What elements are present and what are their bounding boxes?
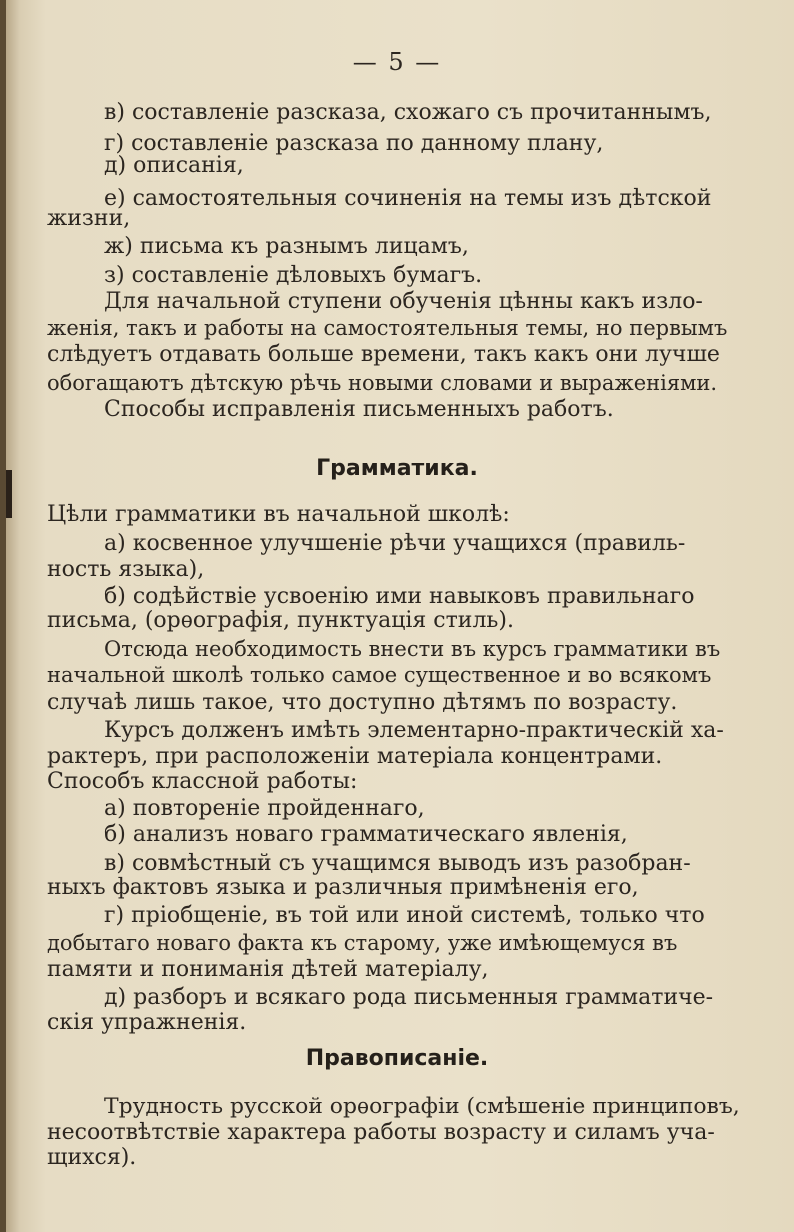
text-line: в) составленіе разсказа, схожаго съ прочитаннымъ, bbox=[104, 100, 712, 125]
text-line: г) составленіе разсказа по данному плану, bbox=[104, 131, 604, 156]
text-line: памяти и пониманія дѣтей матеріалу, bbox=[47, 957, 489, 982]
text-line: ныхъ фактовъ языка и различныя примѣненія его, bbox=[47, 875, 639, 900]
text-line: Способъ классной работы: bbox=[47, 769, 358, 794]
text-line: б) содѣйствіе усвоенію ими навыковъ правильнаго bbox=[104, 584, 695, 609]
text-line: обогащаютъ дѣтскую рѣчь новыми словами и выраженіями. bbox=[47, 371, 718, 395]
text-line: Отсюда необходимость внести въ курсъ грамматики въ bbox=[104, 637, 721, 661]
text-line: д) описанія, bbox=[104, 153, 244, 178]
text-line: женія, такъ и работы на самостоятельныя темы, но первымъ bbox=[47, 316, 728, 340]
text-line: Способы исправленія письменныхъ работъ. bbox=[104, 397, 614, 422]
section-heading-grammar: Грамматика. bbox=[316, 456, 478, 481]
text-line: скія упражненія. bbox=[47, 1010, 247, 1035]
page-number: — 5 — bbox=[352, 48, 442, 76]
text-line: б) анализъ новаго грамматическаго явленія, bbox=[104, 822, 628, 847]
text-line: начальной школѣ только самое существенное и во всякомъ bbox=[47, 663, 712, 687]
text-line: жизни, bbox=[47, 206, 131, 231]
text-line: г) пріобщеніе, въ той или иной системѣ, только что bbox=[104, 903, 705, 928]
text-line: рактеръ, при расположеніи матеріала концентрами. bbox=[47, 744, 663, 769]
text-line: добытаго новаго факта къ старому, уже имѣющемуся въ bbox=[47, 931, 678, 955]
text-line: слѣдуетъ отдавать больше времени, такъ какъ они лучше bbox=[47, 342, 720, 367]
text-line: д) разборъ и всякаго рода письменныя грамматиче- bbox=[104, 985, 714, 1010]
text-line: ж) письма къ разнымъ лицамъ, bbox=[104, 234, 469, 259]
text-line: случаѣ лишь такое, что доступно дѣтямъ по возрасту. bbox=[47, 690, 678, 715]
text-line: Цѣли грамматики въ начальной школѣ: bbox=[47, 502, 510, 527]
text-line: е) самостоятельныя сочиненія на темы изъ дѣтской bbox=[104, 186, 712, 211]
text-line: Для начальной ступени обученія цѣнны какъ изло- bbox=[104, 289, 703, 314]
text-line: щихся). bbox=[47, 1145, 137, 1170]
text-line: а) повтореніе пройденнаго, bbox=[104, 796, 425, 821]
text-line: з) составленіе дѣловыхъ бумагъ. bbox=[104, 263, 483, 288]
text-line: ность языка), bbox=[47, 557, 205, 582]
text-line: в) совмѣстный съ учащимся выводъ изъ разобран- bbox=[104, 851, 691, 876]
text-line: Курсъ долженъ имѣть элементарно-практическій ха- bbox=[104, 718, 724, 743]
text-line: несоотвѣтствіе характера работы возрасту и силамъ уча- bbox=[47, 1120, 715, 1145]
section-heading-spelling: Правописаніе. bbox=[305, 1046, 489, 1071]
text-line: Трудность русской орѳографіи (смѣшеніе принциповъ, bbox=[104, 1094, 740, 1119]
text-line: а) косвенное улучшеніе рѣчи учащихся (правиль- bbox=[104, 531, 686, 556]
text-line: письма, (орѳографія, пунктуація стиль). bbox=[47, 608, 514, 633]
